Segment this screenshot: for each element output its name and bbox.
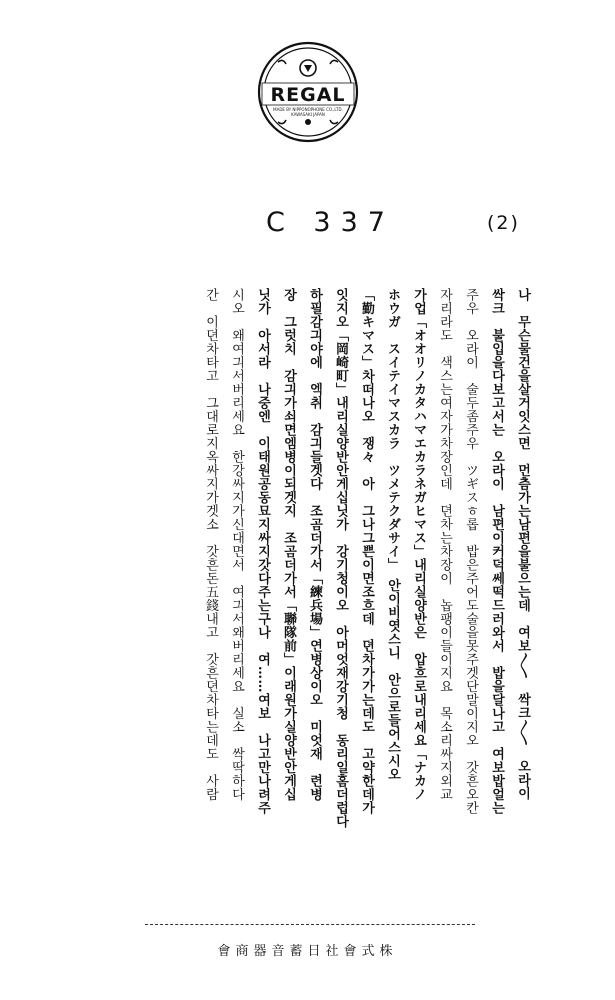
lyric-line: 싹크 불입을다보고서는 오라이 남편이커덕쎄떡드러와서 밥을달나고 여보밥얼는 <box>489 288 504 815</box>
maker-line: MADE BY NIPPONOPHONE CO.,LTD. <box>273 107 343 112</box>
lyric-line: 간 이뎐차타고 그대로지옥싸지가겟소 갓흔돈五錢내고 갓흔뎐차타는데도 사람 <box>203 288 218 801</box>
lyric-line: 주우 오라이 술두좀주우 ツギスㅎ롭 밥은주어도술을못주겟단말이지오 갓흔오칸 <box>463 288 478 815</box>
lyric-line: ホウガ スイテイマスカラ ツメテクダサイ」 안이비엿스니 안으로들어스시오 <box>385 288 400 781</box>
lyric-line: 자리라도 색스는여자가차장인데 뎐차는차장이 놉팽이들이지요 목소리싸지외교 <box>437 288 452 801</box>
record-number: C 337 <box>266 207 395 238</box>
lyric-line: 가업「オオリノカタハマエカラネガヒマス」내리실양반은 압흐로내리세요「ナカノ <box>411 288 426 801</box>
footer-divider <box>145 924 475 926</box>
lyrics-column-block <box>85 288 535 910</box>
lyric-line: 닛가 아서라 나중엔 이태원공동묘지싸지갓다주는구나 여……여보 나고만나려주 <box>255 288 270 815</box>
lyric-line: 하필감긔야에 엑취 감긔들겟다 조곰더가서「練兵場」연병상이오 미엇재 련병 <box>307 288 322 801</box>
maker-location-line: KAWASAKI JAPAN <box>291 112 325 117</box>
lyric-line: 잇지오「岡崎町」내리실양반안게십닛가 강기청이오 아머엇재강기청 동리일홈더럽다 <box>333 288 348 828</box>
publisher-name: 會商器音蓄日社會式株 <box>217 944 398 959</box>
lyric-line: 나 무슨물건을살거잇스면 먼츰가는남편을불으는데 여보〳〵 싹크〳〵 오라이 <box>515 288 530 800</box>
lyric-line: 장 그럿치 감긔가쇠면엠병이되겟지 조곰더가서「聯隊前」이래원가실양반안게십 <box>281 288 296 801</box>
regal-record-logo <box>256 40 360 144</box>
lyric-line: 「勤キマス」차떠나오 쟁々 아 그나그쁜이면조흐데 뎐차가가는데도 고약한데가 <box>359 288 374 815</box>
page-number: (2) <box>487 212 520 234</box>
brand-wordmark: REGAL <box>270 84 346 106</box>
lyric-line: 시오 왜여긔서버리세요 한강싸지가신대면서 여긔서왜버리세요 실소 싹딱하다 <box>229 288 244 801</box>
